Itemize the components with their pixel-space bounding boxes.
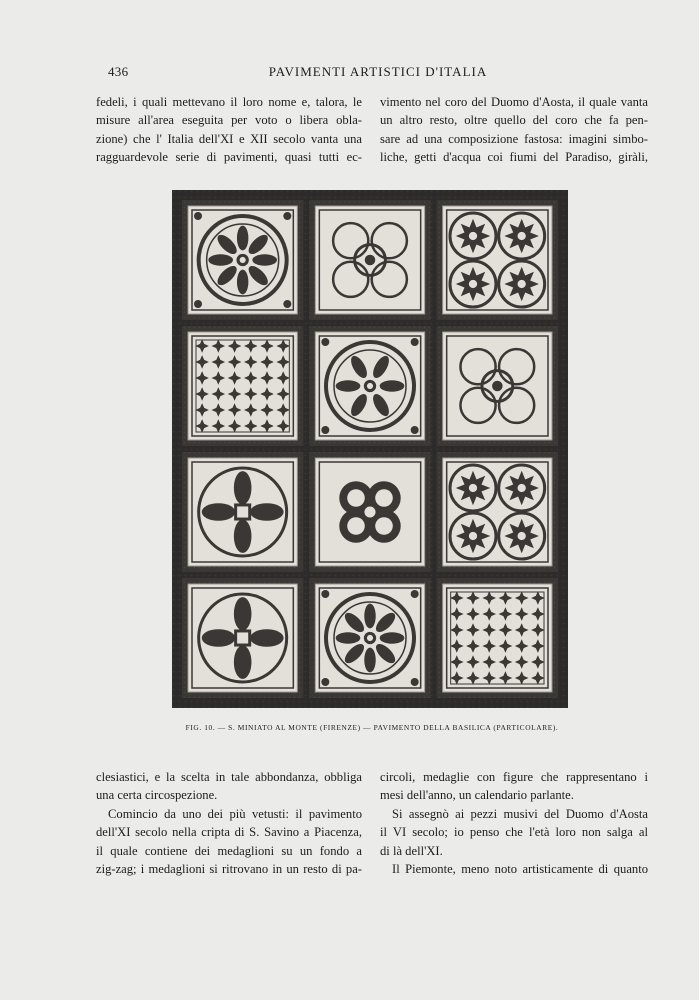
mosaic-panel-8 <box>315 458 424 566</box>
text-column-top-left <box>96 93 362 167</box>
text-column-top-right <box>380 93 648 167</box>
running-title: PAVIMENTI ARTISTICI D'ITALIA <box>268 64 488 79</box>
page-header <box>108 64 648 84</box>
text-line: ragguardevole serie di pavimenti, quasi tutti ec- <box>96 150 362 165</box>
text-column-bottom-right <box>380 768 648 878</box>
pavement-mosaic-image <box>172 190 568 708</box>
mosaic-panel-1 <box>188 206 297 314</box>
text-line: Il Piemonte, meno noto artisticamente di quanto <box>392 862 648 877</box>
text-line: di là dell'XI. <box>380 843 443 858</box>
mosaic-panel-11 <box>315 584 424 692</box>
mosaic-panel-4 <box>188 332 297 440</box>
mosaic-panel-2 <box>315 206 424 314</box>
mosaic-panel-10 <box>188 584 297 692</box>
text-line: mesi dell'anno, un calendario parlante. <box>380 788 574 803</box>
text-line: sare ad una composizione fastosa: imagini simbo- <box>380 131 648 146</box>
text-line: zione) che l' Italia dell'XI e XII secolo vanta una <box>96 131 362 146</box>
figure-pavement-photo <box>172 190 568 708</box>
text-line: liche, getti d'acqua coi fiumi del Paradiso, giràli, <box>380 150 648 165</box>
text-line: vimento nel coro del Duomo d'Aosta, il quale vanta <box>380 95 648 109</box>
text-line: Comincio da uno dei più vetusti: il pavimento <box>108 806 362 821</box>
text-line: fedeli, i quali mettevano il loro nome e, talora, le <box>96 95 362 109</box>
figure-caption: FIG. 10. — S. MINIATO AL MONTE (FIRENZE) — PAVIMENTO DELLA BASILICA (PARTICOLARE). <box>185 723 559 732</box>
mosaic-panel-3 <box>443 206 552 314</box>
mosaic-panel-5 <box>315 332 424 440</box>
mosaic-panel-7 <box>188 458 297 566</box>
mosaic-panel-12 <box>443 584 552 692</box>
text-line: circoli, medaglie con figure che rappresentano i <box>380 770 648 784</box>
text-line: Si assegnò ai pezzi musivi del Duomo d'Aosta <box>392 806 648 821</box>
page-number: 436 <box>108 64 129 79</box>
text-line: il VI secolo; io penso che l'età loro non salga al <box>380 825 648 840</box>
text-line: misure all'area eseguita per voto o libera obla- <box>96 113 362 128</box>
text-line: un altro resto, oltre quello del coro che fa pen- <box>380 113 648 128</box>
mosaic-panel-6 <box>443 332 552 440</box>
text-line: il quale contiene dei medaglioni su un fondo a <box>96 843 362 858</box>
text-column-bottom-left <box>96 768 362 878</box>
mosaic-panel-9 <box>443 458 552 566</box>
text-line: clesiastici, e la scelta in tale abbondanza, obbliga <box>96 770 362 784</box>
text-line: una certa circospezione. <box>96 788 218 803</box>
text-line: zig-zag; i medaglioni si ritrovano in un resto di pa- <box>96 862 362 877</box>
text-line: dell'XI secolo nella cripta di S. Savino a Piacenza, <box>96 825 362 840</box>
